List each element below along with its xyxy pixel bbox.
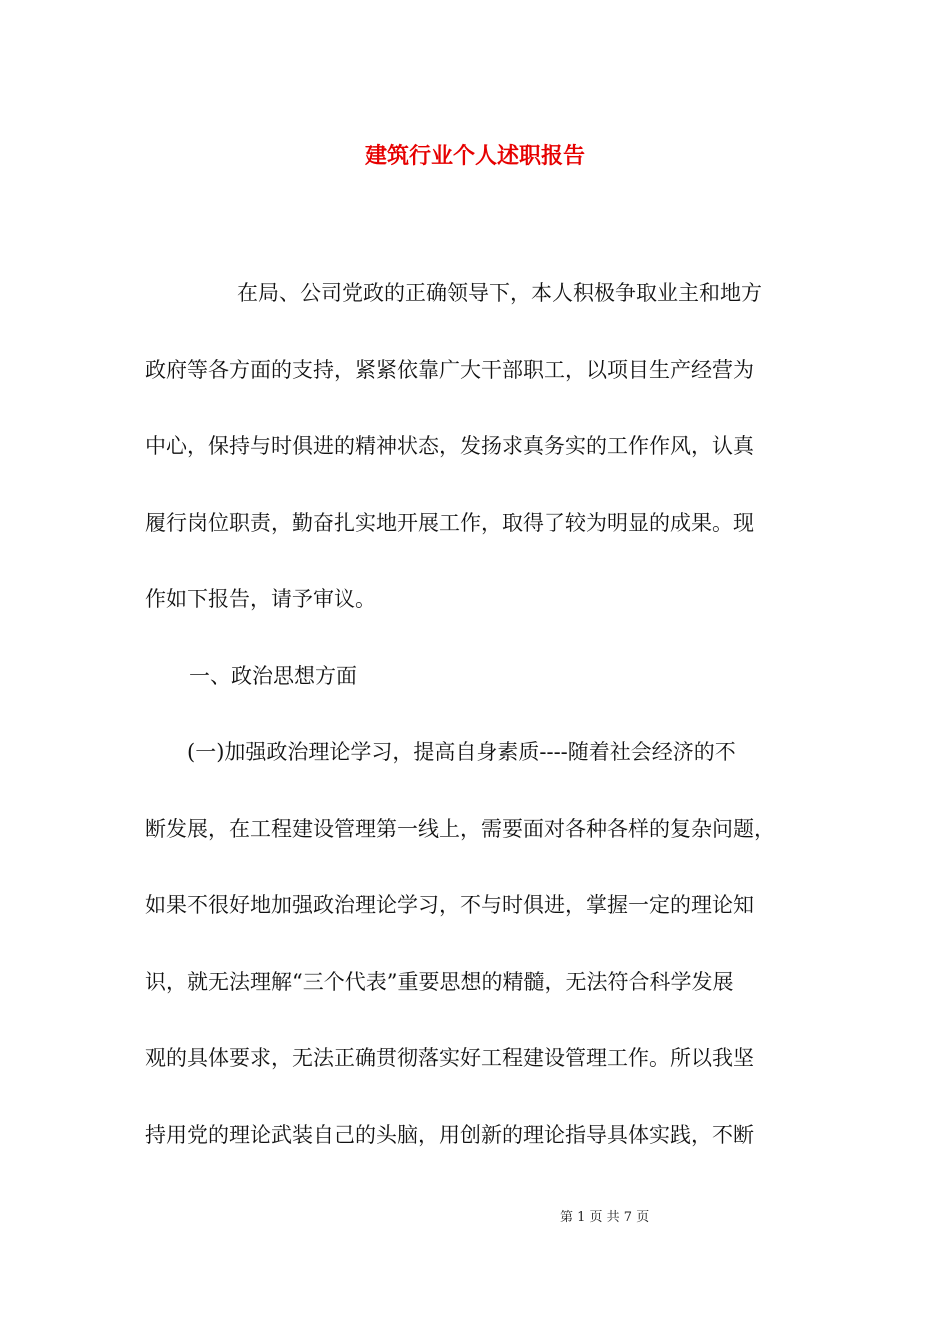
paragraph-line: 作如下报告，请予审议。	[145, 587, 376, 611]
page-number: 第 1 页 共 7 页	[560, 1210, 650, 1225]
document-body	[145, 274, 807, 1192]
paragraph-line: 如果不很好地加强政治理论学习，不与时俱进，掌握一定的理论知	[145, 893, 754, 917]
paragraph-line: 持用党的理论武装自己的头脑，用创新的理论指导具体实践，不断	[145, 1122, 754, 1147]
paragraph-line: 中心，保持与时俱进的精神状态，发扬求真务实的工作作风，认真	[145, 434, 754, 458]
paragraph-line: 在局、公司党政的正确领导下，本人积极争取业主和地方	[237, 281, 762, 305]
paragraph-line: (一)加强政治理论学习，提高自身素质----随着社会经济的不	[187, 740, 736, 764]
paragraph-line: 政府等各方面的支持，紧紧依靠广大干部职工，以项目生产经营为	[145, 357, 754, 382]
section-heading: 一、政治思想方面	[189, 663, 357, 688]
paragraph-line: 观的具体要求，无法正确贯彻落实好工程建设管理工作。所以我坚	[145, 1046, 754, 1070]
document-title: 建筑行业个人述职报告	[364, 143, 585, 169]
paragraph-line: 履行岗位职责，勤奋扎实地开展工作，取得了较为明显的成果。现	[145, 510, 754, 535]
paragraph-line: 识，就无法理解“三个代表”重要思想的精髓，无法符合科学发展	[145, 969, 734, 994]
paragraph-line: 断发展，在工程建设管理第一线上，需要面对各种各样的复杂问题，	[145, 816, 775, 841]
